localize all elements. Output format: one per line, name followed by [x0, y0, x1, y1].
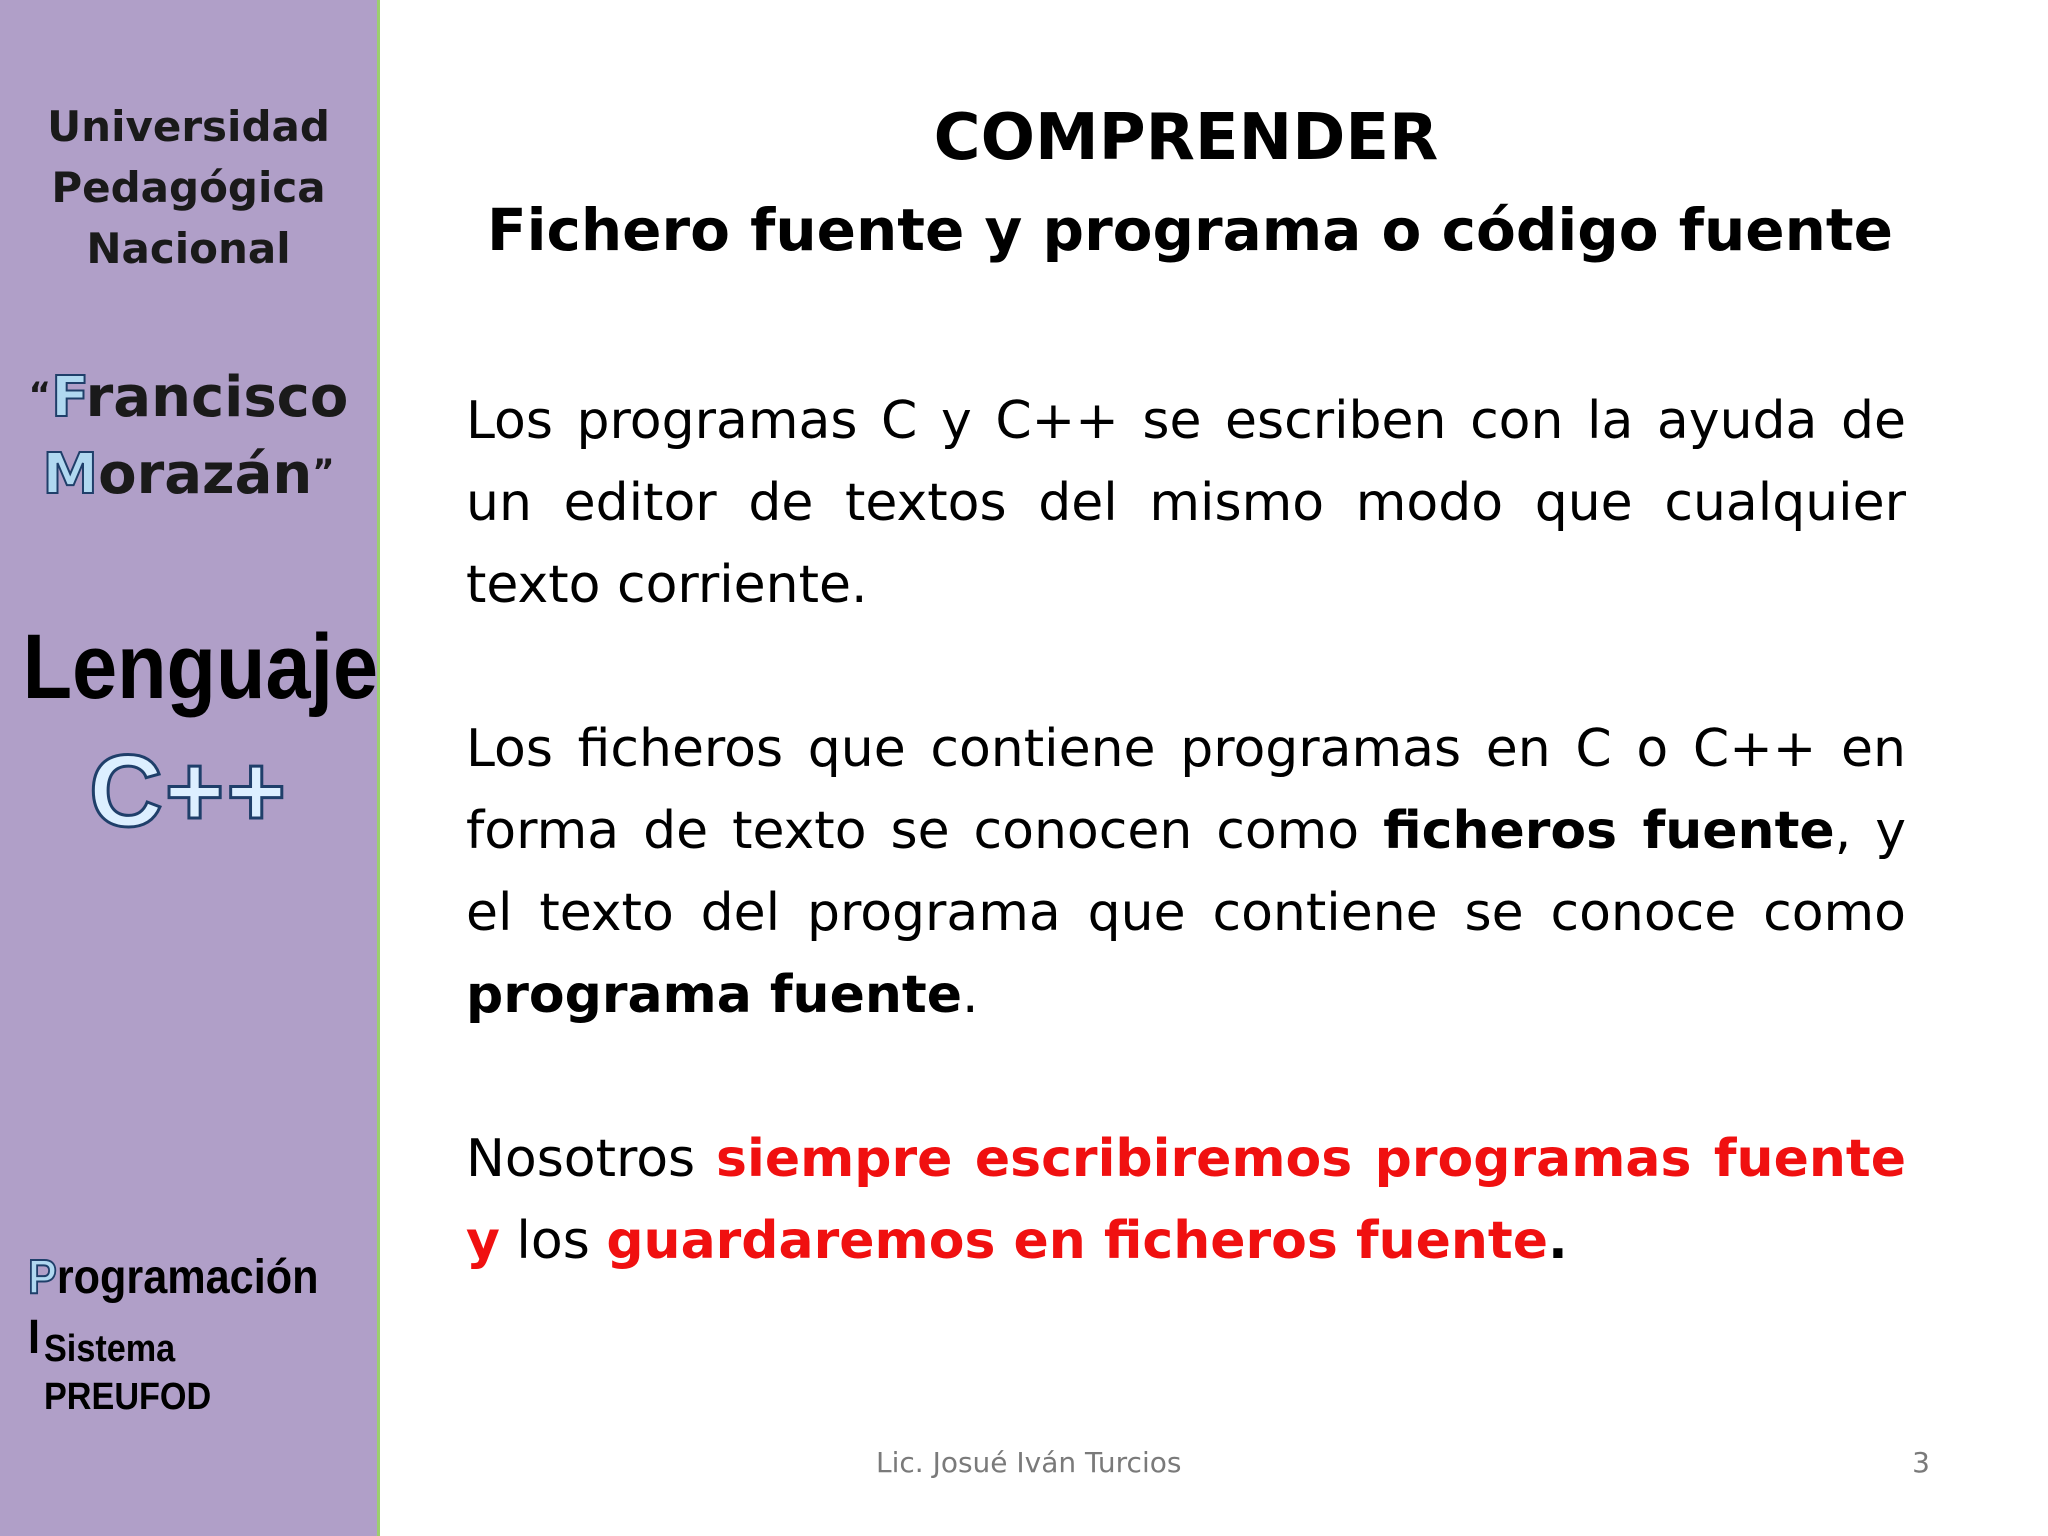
francisco-initial: F: [51, 365, 86, 430]
quote-close: ”: [312, 452, 335, 492]
p2-text: .: [961, 965, 979, 1025]
language-label: Lenguaje: [22, 616, 379, 718]
p3-period: .: [1548, 1211, 1568, 1271]
university-line: Universidad: [47, 102, 330, 151]
sidebar: [0, 0, 380, 1536]
francisco-morazan-name: [0, 358, 377, 512]
morazan-initial: M: [42, 442, 99, 507]
p2-text: Los ficheros que contiene programas en C o C++ en forma de texto se conocen como: [466, 719, 1906, 861]
p3-highlight-1: siempre escribiremos programas fuente y: [466, 1129, 1906, 1271]
quote-open: “: [28, 375, 51, 415]
cpp-logo-text: C++: [89, 734, 288, 848]
footer-author: Lic. Josué Iván Turcios: [876, 1446, 1182, 1479]
paragraph-2: [466, 708, 1906, 1036]
p3-highlight-2: guardaremos en ficheros fuente: [606, 1211, 1549, 1271]
morazan-rest: orazán: [98, 442, 313, 507]
morazan-line: [0, 435, 377, 512]
p3-text: los: [499, 1211, 607, 1271]
p3-text: Nosotros: [466, 1129, 717, 1189]
programacion-initial: P: [28, 1251, 57, 1304]
p2-bold-programa-fuente: programa fuente: [466, 965, 962, 1025]
francisco-rest: rancisco: [85, 365, 349, 430]
p2-bold-ficheros-fuente: ficheros fuente: [1383, 801, 1835, 861]
programacion-rest: rogramación I: [28, 1251, 319, 1364]
francisco-line: [0, 358, 377, 435]
slide-subtitle: Fichero fuente y programa o código fuente: [487, 196, 1893, 264]
paragraph-3: [466, 1118, 1906, 1282]
paragraph-1: Los programas C y C++ se escriben con la ayuda de un editor de textos del mismo modo que cualquier texto corriente.: [466, 391, 1906, 615]
p2-text: , y el texto del programa que contiene se conoce como: [466, 801, 1906, 943]
university-line: Nacional: [86, 224, 291, 273]
page-number: 3: [1912, 1446, 1930, 1479]
system-name: Sistema PREUFOD: [44, 1328, 212, 1418]
university-line: Pedagógica: [51, 163, 326, 212]
slide-title: COMPRENDER: [933, 101, 1439, 175]
university-name: [0, 96, 377, 279]
